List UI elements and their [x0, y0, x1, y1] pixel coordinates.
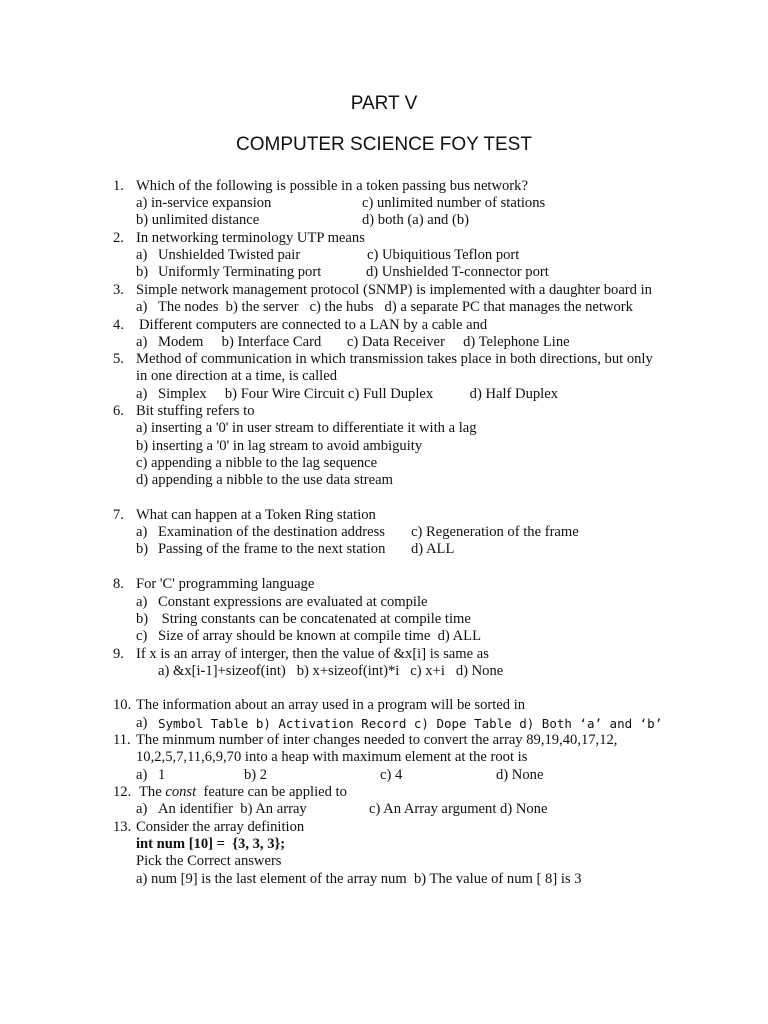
q4-number: 4. [113, 317, 124, 333]
q3-text: Simple network management protocol (SNMP) is implemented with a daughter board in [136, 282, 652, 298]
q2-option-c: c) Ubiquitious Teflon port [367, 247, 520, 263]
q1-option-a: a) in-service expansion [136, 195, 272, 211]
q12-options-ab: An identifier b) An array [158, 801, 307, 817]
q7-text: What can happen at a Token Ring station [136, 507, 376, 523]
q12-options-cd: c) An Array argument d) None [369, 801, 548, 817]
q2-number: 2. [113, 230, 124, 246]
q12-text [139, 784, 347, 801]
q1-text: Which of the following is possible in a token passing bus network? [136, 178, 528, 194]
q8-option-b-label: b) [136, 611, 149, 627]
q8-option-b: String constants can be concatenated at compile time [158, 611, 471, 627]
q8-number: 8. [113, 576, 124, 592]
part-heading: PART V [350, 93, 418, 114]
q10-text: The information about an array used in a program will be sorted in [136, 697, 526, 713]
q13-options: a) num [9] is the last element of the array num b) The value of num [ 8] is 3 [136, 871, 582, 887]
q2-option-b: Uniformly Terminating port [158, 264, 322, 280]
q7-option-a-label: a) [136, 524, 148, 540]
q5-option-a-label: a) [136, 386, 148, 402]
q8-text: For 'C' programming language [136, 576, 315, 592]
q11-option-b: b) 2 [244, 767, 268, 783]
q11-option-d: d) None [496, 767, 544, 783]
q3-option-a-label: a) [136, 299, 148, 315]
q7-option-d: d) ALL [411, 541, 455, 557]
q13-text: Consider the array definition [136, 819, 305, 835]
q6-option-d: d) appending a nibble to the use data stream [136, 472, 393, 488]
q8-option-a: Constant expressions are evaluated at compile [158, 594, 428, 610]
q5-number: 5. [113, 351, 124, 367]
q8-option-a-label: a) [136, 594, 148, 610]
q11-number: 11. [113, 732, 131, 748]
page-title: COMPUTER SCIENCE FOY TEST [236, 134, 532, 155]
q2-option-b-label: b) [136, 264, 149, 280]
q12-number: 12. [113, 784, 132, 800]
q6-text: Bit stuffing refers to [136, 403, 255, 419]
q8-option-c: Size of array should be known at compile time d) ALL [158, 628, 482, 644]
q5-text-continued: in one direction at a time, is called [136, 368, 337, 384]
q13-pick: Pick the Correct answers [136, 853, 282, 869]
q12-text-keyword: const [165, 784, 197, 800]
q12-option-a-label: a) [136, 801, 148, 817]
q2-option-d: d) Unshielded T-connector port [366, 264, 549, 280]
q7-option-b: Passing of the frame to the next station [158, 541, 386, 557]
q5-options: Simplex b) Four Wire Circuit c) Full Duplex d) Half Duplex [158, 386, 559, 402]
q11-option-c: c) 4 [380, 767, 403, 783]
q8-option-c-label: c) [136, 628, 148, 644]
q10-option-a-label: a) [136, 715, 148, 731]
q4-option-a-label: a) [136, 334, 148, 350]
q2-option-a-label: a) [136, 247, 148, 263]
q3-number: 3. [113, 282, 124, 298]
q7-option-b-label: b) [136, 541, 149, 557]
q6-option-c: c) appending a nibble to the lag sequence [136, 455, 378, 471]
q12-text-pre: The [139, 784, 162, 800]
q12-text-post: feature can be applied to [203, 784, 347, 800]
q9-number: 9. [113, 646, 124, 662]
q4-options: Modem b) Interface Card c) Data Receiver d) Telephone Line [158, 334, 570, 350]
q6-option-a: a) inserting a '0' in user stream to differentiate it with a lag [136, 420, 477, 436]
q1-option-c: c) unlimited number of stations [362, 195, 546, 211]
q10-options: Symbol Table b) Activation Record c) Dope Table d) Both ‘a’ and ‘b’ [158, 716, 663, 731]
q7-option-c: c) Regeneration of the frame [411, 524, 579, 540]
q10-number: 10. [113, 697, 132, 713]
q1-number: 1. [113, 178, 124, 194]
q11-option-a: 1 [158, 767, 166, 783]
q1-option-d: d) both (a) and (b) [362, 212, 469, 228]
q11-text-continued: 10,2,5,7,11,6,9,70 into a heap with maximum element at the root is [136, 749, 528, 765]
q9-options: a) &x[i-1]+sizeof(int) b) x+sizeof(int)*i c) x+i d) None [158, 663, 504, 679]
q7-option-a: Examination of the destination address [158, 524, 385, 540]
q6-number: 6. [113, 403, 124, 419]
q3-options: The nodes b) the server c) the hubs d) a separate PC that manages the network [158, 299, 633, 315]
q5-text: Method of communication in which transmission takes place in both directions, but only [136, 351, 653, 367]
q13-number: 13. [113, 819, 132, 835]
q1-option-b: b) unlimited distance [136, 212, 260, 228]
q11-text: The minmum number of inter changes needed to convert the array 89,19,40,17,12, [136, 732, 618, 748]
q11-option-a-label: a) [136, 767, 148, 783]
q9-text: If x is an array of interger, then the value of &x[i] is same as [136, 646, 489, 662]
q7-number: 7. [113, 507, 124, 523]
q2-option-a: Unshielded Twisted pair [158, 247, 301, 263]
q4-text: Different computers are connected to a LAN by a cable and [139, 317, 488, 333]
q6-option-b: b) inserting a '0' in lag stream to avoid ambiguity [136, 438, 423, 454]
q13-code: int num [10] = {3, 3, 3}; [136, 836, 286, 852]
q2-text: In networking terminology UTP means [136, 230, 365, 246]
